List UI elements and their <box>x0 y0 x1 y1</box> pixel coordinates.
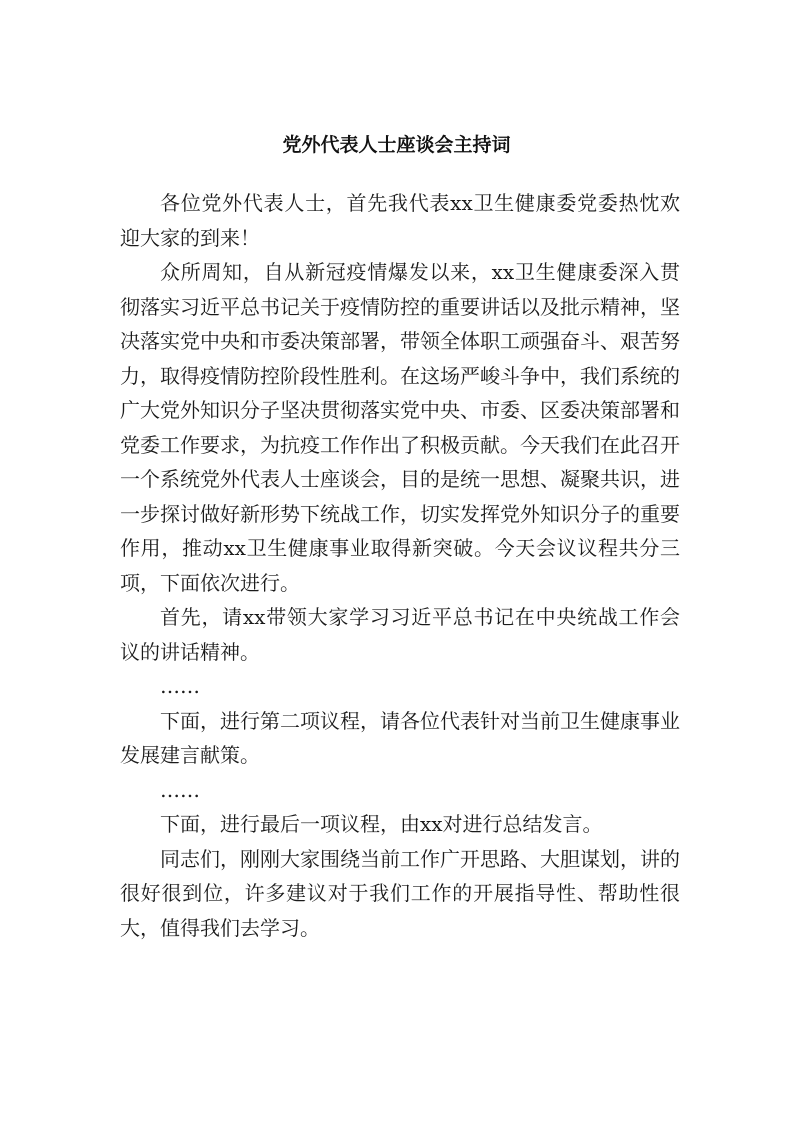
paragraph-ellipsis-one: …… <box>160 674 200 698</box>
document-title: 党外代表人士座谈会主持词 <box>282 134 511 156</box>
paragraph-ellipsis-two: …… <box>160 777 200 802</box>
paragraph-closing: 同志们，刚刚大家围绕当前工作广开思路、大胆谋划，讲的很好很到位，许多建议对于我们工作的开展指导性、帮助性很大，值得我们去学习。 <box>120 846 680 940</box>
paragraph-welcome: 各位党外代表人士，首先我代表xx卫生健康委党委热忱欢迎大家的到来！ <box>120 191 680 250</box>
document-body <box>120 186 680 945</box>
paragraph-agenda-three: 下面，进行最后一项议程，由xx对进行总结发言。 <box>160 812 603 836</box>
paragraph-agenda-one: 首先，请xx带领大家学习习近平总书记在中央统战工作会议的讲话精神。 <box>120 605 680 664</box>
paragraph-background: 众所周知，自从新冠疫情爆发以来，xx卫生健康委深入贯彻落实习近平总书记关于疫情防控的重要讲话以及批示精神，坚决落实党中央和市委决策部署，带领全体职工顽强奋斗、艰苦努力，取得疫情防控阶段性胜利。在这场严峻斗争中，我们系统的广大党外知识分子坚决贯彻落实党中央、市委、区委决策部署和党委工作要求，为抗疫工作作出了积极贡献。今天我们在此召开一个系统党外代表人士座谈会，目的是统一思想、凝聚共识，进一步探讨做好新形势下统战工作，切实发挥党外知识分子的重要作用，推动xx卫生健康事业取得新突破。今天会议议程共分三项，下面依次进行。 <box>120 260 680 595</box>
paragraph-agenda-two: 下面，进行第二项议程，请各位代表针对当前卫生健康事业发展建言献策。 <box>120 708 680 767</box>
